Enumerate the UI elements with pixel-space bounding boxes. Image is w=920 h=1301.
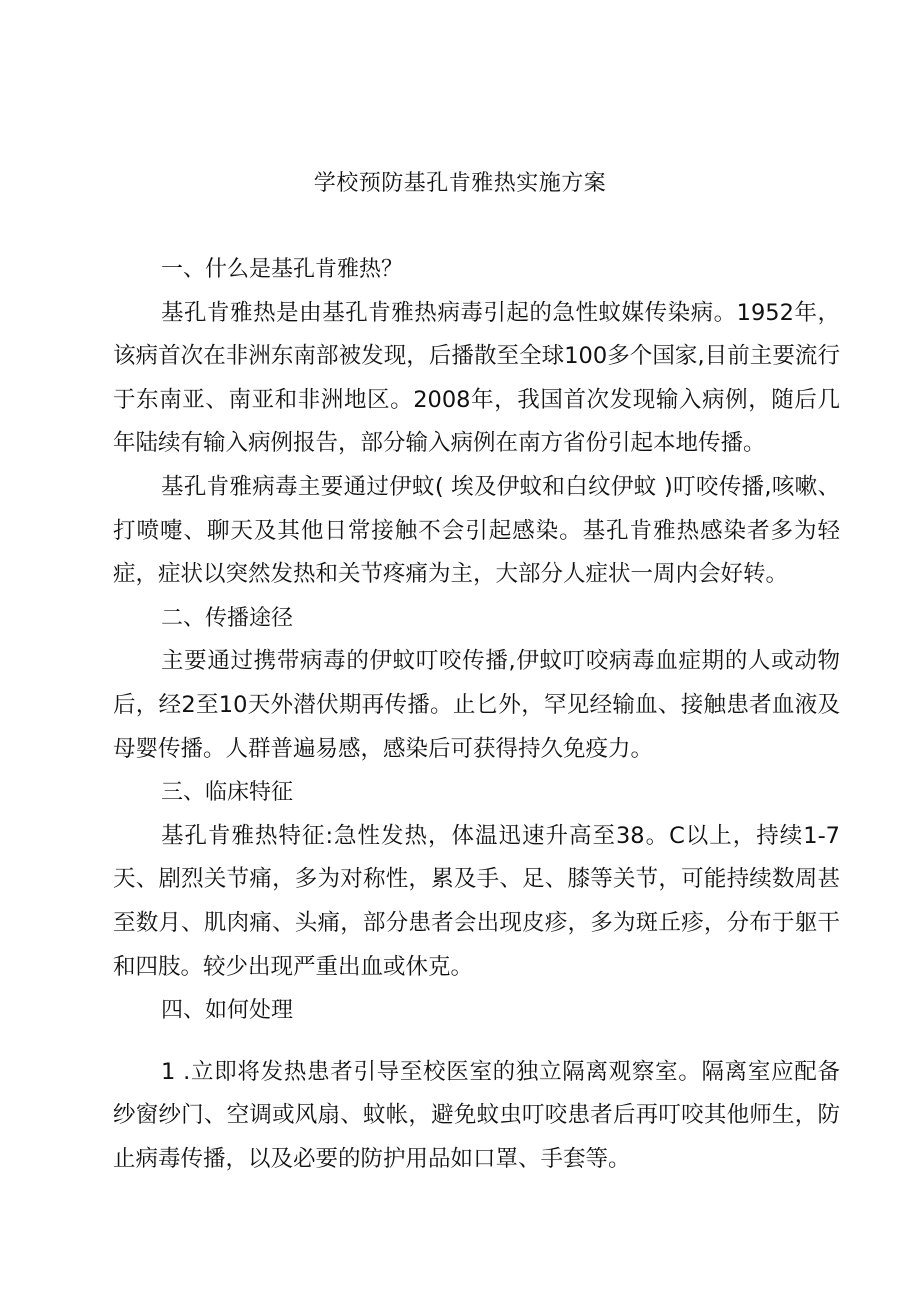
section-heading-handling: 四、如何处理 <box>161 998 294 1024</box>
section-heading-what-is: 一、什么是基孔肯雅热？ <box>161 257 404 282</box>
document-body <box>113 248 840 1181</box>
paragraph-transmission-detail: 主要通过携带病毒的伊蚊叮咬传播,伊蚊叮咬病毒血症期的人或动物后，经2至10天外潜伏期再传播。止匕外，罕见经输血、接触患者血液及母婴传播。人群普遍易感，感染后可获得持久免疫力。 <box>113 648 840 762</box>
paragraph-definition: 基孔肯雅热是由基孔肯雅热病毒引起的急性蚊媒传染病。1952年，该病首次在非洲东南部被发现，后播散至全球100多个国家,目前主要流行于东南亚、南亚和非洲地区。2008年，我国首次发现输入病例，随后几年陆续有输入病例报告，部分输入病例在南方省份引起本地传播。 <box>113 299 840 457</box>
document-title: 学校预防基孔肯雅热实施方案 <box>313 171 607 196</box>
paragraph-transmission-overview: 基孔肯雅病毒主要通过伊蚊( 埃及伊蚊和白纹伊蚊 )叮咬传播,咳嗽、打喷嚏、聊天及其他日常接触不会引起感染。基孔肯雅热感染者多为轻症，症状以突然发热和关节疼痛为主，大部分人症状一周内会好转。 <box>113 473 840 588</box>
paragraph-handling-step-1: 1 .立即将发热患者引导至校医室的独立隔离观察室。隔离室应配备纱窗纱门、空调或风扇、蚊帐，避免蚊虫叮咬患者后再叮咬其他师生，防止病毒传播，以及必要的防护用品如口罩、手套等。 <box>113 1058 840 1172</box>
section-heading-clinical: 三、临床特征 <box>161 780 294 806</box>
section-heading-transmission: 二、传播途径 <box>161 605 294 631</box>
paragraph-clinical-detail: 基孔肯雅热特征:急性发热，体温迅速升高至38。C以上，持续1-7天、剧烈关节痛，多为对称性，累及手、足、膝等关节，可能持续数周甚至数月、肌肉痛、头痛，部分患者会出现皮疹，多为斑丘疹，分布于躯干和四肢。较少出现严重出血或休克。 <box>113 822 840 980</box>
